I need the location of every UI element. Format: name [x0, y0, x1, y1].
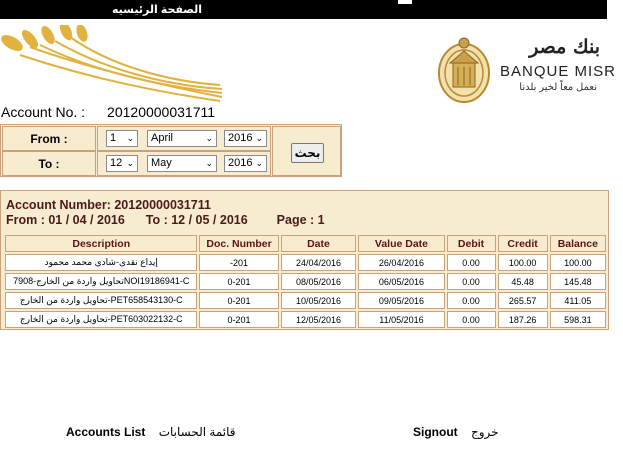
cell-credit: 100.00	[498, 254, 548, 271]
cell-value-date: 09/05/2016	[358, 292, 444, 309]
chevron-down-icon: ⌄	[205, 133, 213, 143]
to-year-select[interactable]	[224, 155, 267, 172]
column-header: Credit	[498, 235, 548, 252]
date-filter-form	[0, 124, 342, 177]
cell-debit: 0.00	[447, 273, 496, 290]
cell-debit: 0.00	[447, 254, 496, 271]
table-row	[5, 292, 606, 309]
cell-description: تحاويل واردة من الخارج-PET658543130-C	[5, 292, 197, 309]
table-header-row	[5, 235, 606, 252]
cell-balance: 411.05	[550, 292, 606, 309]
banque-misr-emblem-icon	[436, 35, 492, 105]
cell-date: 10/05/2016	[281, 292, 357, 309]
statement-period	[6, 213, 325, 228]
statement-account-number: Account Number: 20120000031711	[6, 198, 211, 212]
cell-credit: 265.57	[498, 292, 548, 309]
cell-description: إيداع نقدى-شادى محمد محمود	[5, 254, 197, 271]
cell-description: تحاويل واردة من الخارج-PET603022132-C	[5, 311, 197, 328]
cell-balance: 145.48	[550, 273, 606, 290]
to-month-value: May	[151, 157, 172, 169]
account-number: 20120000031711	[107, 104, 216, 120]
cell-value-date: 06/05/2016	[358, 273, 444, 290]
cell-value-date: 11/05/2016	[358, 311, 444, 328]
cell-description: تحاويل واردة من الخارج-7908NOI19186941-C	[5, 273, 197, 290]
header	[0, 19, 623, 103]
search-button[interactable]: بحث	[291, 143, 324, 163]
table-row	[5, 273, 606, 290]
cell-doc-number: -201	[199, 254, 278, 271]
accounts-list-label-ar: قائمة الحسابات	[158, 425, 236, 439]
top-bar	[0, 0, 607, 19]
column-header: Value Date	[358, 235, 444, 252]
cell-doc-number: 0-201	[199, 273, 278, 290]
to-month-select[interactable]	[147, 155, 217, 172]
to-day-select[interactable]	[106, 155, 138, 172]
chevron-down-icon: ⌄	[255, 158, 263, 168]
brand-name-english: BANQUE MISR	[500, 63, 617, 80]
cell-credit: 45.48	[498, 273, 548, 290]
cell-balance: 100.00	[550, 254, 606, 271]
accounts-list-label-en: Accounts List	[66, 425, 146, 439]
chevron-down-icon: ⌄	[126, 158, 134, 168]
statement-from: From : 01 / 04 / 2016	[6, 213, 125, 227]
chevron-down-icon: ⌄	[126, 133, 134, 143]
to-year-value: 2016	[228, 157, 253, 169]
transactions-table	[3, 233, 608, 330]
top-bar-tab	[398, 0, 412, 4]
statement-panel	[0, 190, 609, 330]
statement-page: Page : 1	[276, 213, 325, 227]
cell-debit: 0.00	[447, 292, 496, 309]
to-label: To :	[2, 151, 96, 176]
chevron-down-icon: ⌄	[255, 133, 263, 143]
home-link[interactable]: الصفحة الرئيسيه	[112, 4, 203, 16]
cell-credit: 187.26	[498, 311, 548, 328]
cell-date: 24/04/2016	[281, 254, 357, 271]
table-row	[5, 254, 606, 271]
account-label: Account No. :	[1, 104, 86, 120]
cell-date: 12/05/2016	[281, 311, 357, 328]
cell-debit: 0.00	[447, 311, 496, 328]
cell-value-date: 26/04/2016	[358, 254, 444, 271]
statement-to: To : 12 / 05 / 2016	[145, 213, 248, 227]
accounts-list-link[interactable]	[66, 425, 236, 439]
from-day-value: 1	[110, 132, 117, 144]
from-label: From :	[2, 126, 96, 151]
column-header: Debit	[447, 235, 496, 252]
from-month-select[interactable]	[147, 130, 217, 147]
signout-link[interactable]	[413, 425, 499, 439]
from-month-value: April	[151, 132, 174, 144]
column-header: Doc. Number	[199, 235, 278, 252]
to-day-value: 12	[110, 157, 123, 169]
brand-name-arabic: بنك مصر	[529, 36, 600, 58]
from-day-select[interactable]	[106, 130, 138, 147]
chevron-down-icon: ⌄	[205, 158, 213, 168]
signout-label-ar: خروج	[471, 425, 499, 439]
statement-header	[6, 198, 325, 228]
from-year-value: 2016	[228, 132, 253, 144]
cell-doc-number: 0-201	[199, 292, 278, 309]
brand-slogan: نعمل معاً لخير بلدنا	[519, 82, 597, 93]
account-number-line	[1, 104, 215, 120]
column-header: Description	[5, 235, 197, 252]
table-row	[5, 311, 606, 328]
cell-doc-number: 0-201	[199, 311, 278, 328]
signout-label-en: Signout	[413, 425, 458, 439]
cell-balance: 598.31	[550, 311, 606, 328]
cell-date: 08/05/2016	[281, 273, 357, 290]
wheat-logo-icon	[0, 25, 225, 105]
column-header: Balance	[550, 235, 606, 252]
from-year-select[interactable]	[224, 130, 267, 147]
column-header: Date	[281, 235, 357, 252]
